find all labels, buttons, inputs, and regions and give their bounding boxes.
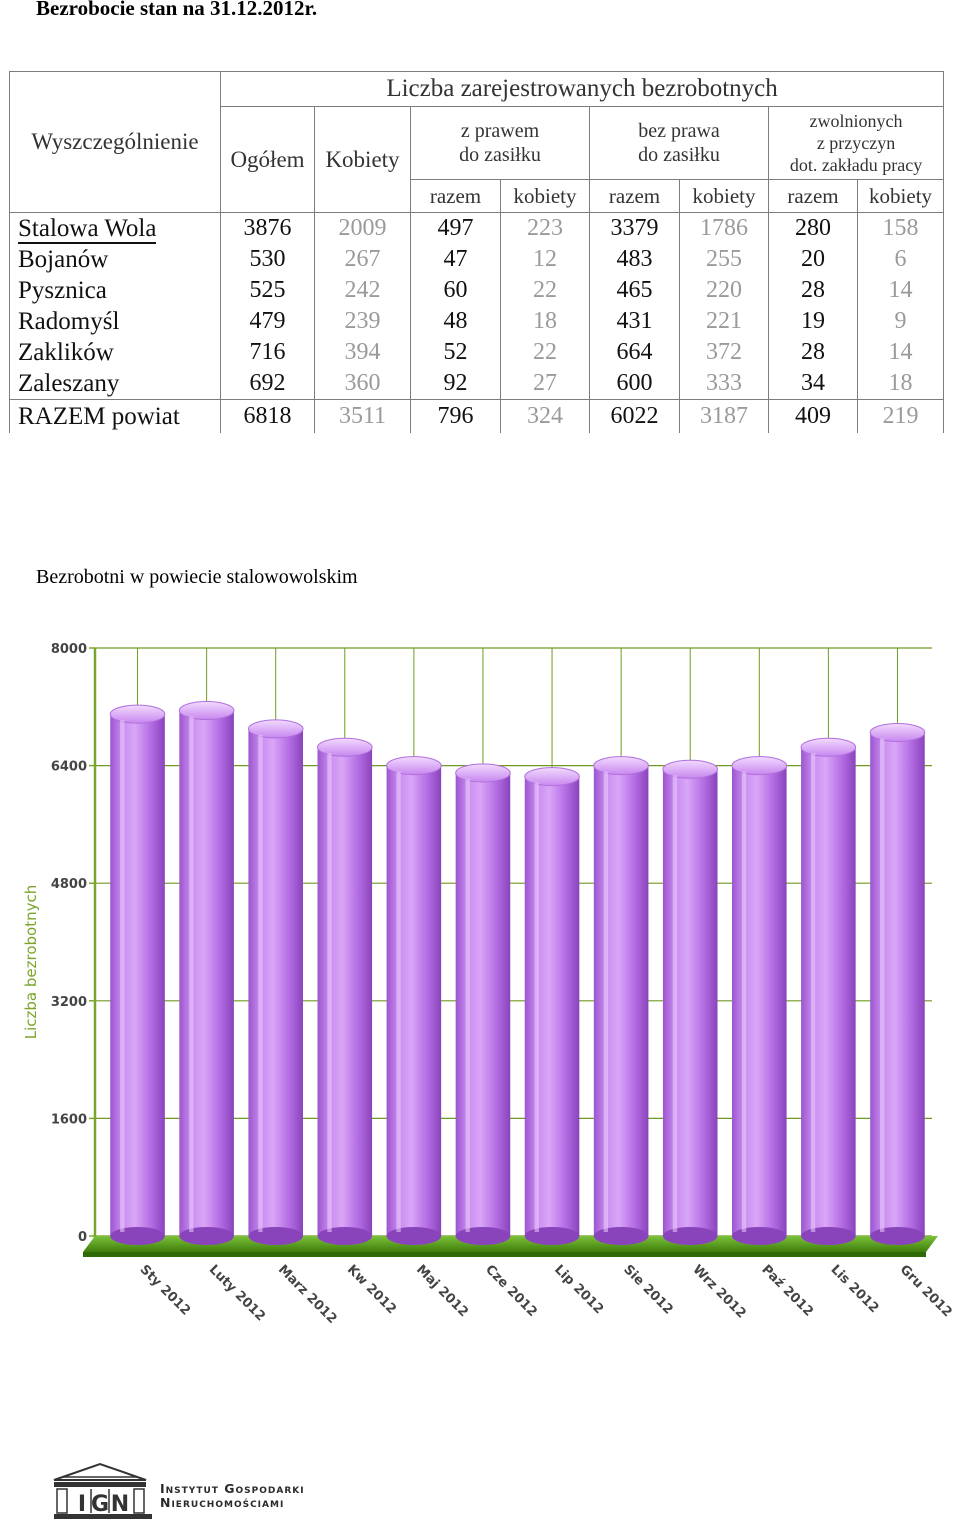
cell: 20 (769, 244, 858, 275)
bar-3 (248, 729, 303, 1236)
bar-cap-6 (456, 764, 511, 782)
y-tick-label: 0 (77, 1230, 87, 1245)
cell: 479 (221, 306, 315, 337)
cell: 34 (769, 368, 858, 400)
cell: 18 (858, 368, 944, 400)
header-with-benefit-line1: z prawem (460, 120, 540, 142)
bar-highlight-10 (742, 772, 746, 1232)
cell: 664 (590, 337, 680, 368)
cell: 530 (221, 244, 315, 275)
cell: 22 (501, 275, 590, 306)
table-row-total (10, 400, 944, 434)
row-name: Zaleszany (10, 368, 221, 400)
cell: 6 (858, 244, 944, 275)
header-with-benefit-line2: do zasiłku (459, 144, 541, 166)
cell: 3511 (315, 400, 411, 434)
bar-highlight-9 (673, 775, 677, 1232)
cell: 324 (501, 400, 590, 434)
cell: 255 (680, 244, 769, 275)
bar-highlight-7 (535, 783, 539, 1232)
header-without-benefit-line2: do zasiłku (638, 144, 720, 166)
chart-caption: Bezrobotni w powiecie stalowowolskim (36, 566, 358, 588)
row-name-text: Stalowa Wola (18, 215, 157, 242)
cell: 2009 (315, 213, 411, 245)
cell: 333 (680, 368, 769, 400)
bar-cap-4 (318, 738, 373, 756)
cell: 28 (769, 275, 858, 306)
axes (89, 648, 95, 1240)
sub-without-women: kobiety (680, 180, 769, 213)
bar-base-9 (663, 1227, 718, 1245)
cell: 9 (858, 306, 944, 337)
bar-cap-9 (663, 760, 718, 778)
cell: 158 (858, 213, 944, 245)
bar-base-3 (248, 1227, 303, 1245)
ign-logo (50, 1462, 340, 1520)
bar-11 (801, 747, 856, 1236)
table-row (10, 213, 944, 245)
cell: 692 (221, 368, 315, 400)
cell: 22 (501, 337, 590, 368)
table-row (10, 368, 944, 400)
sub-dismissed-total: razem (769, 180, 858, 213)
sub-with-total: razem (411, 180, 501, 213)
bar-base-10 (732, 1227, 787, 1245)
bar-base-8 (594, 1227, 649, 1245)
cell: 431 (590, 306, 680, 337)
sub-with-women: kobiety (501, 180, 590, 213)
bar-highlight-8 (604, 772, 608, 1232)
row-name: Zaklików (10, 337, 221, 368)
cell: 3379 (590, 213, 680, 245)
cell: 716 (221, 337, 315, 368)
cell: 14 (858, 275, 944, 306)
header-total: Ogółem (221, 107, 315, 213)
unemployment-table (9, 71, 944, 433)
bar-9 (663, 769, 718, 1236)
cell: 600 (590, 368, 680, 400)
x-tick-label: Lip 2012 (551, 1262, 607, 1318)
ign-logo-building-icon (50, 1462, 155, 1520)
sub-dismissed-women: kobiety (858, 180, 944, 213)
bar-2 (179, 710, 234, 1236)
cell: 220 (680, 275, 769, 306)
header-main: Liczba zarejestrowanych bezrobotnych (221, 72, 944, 107)
cell: 239 (315, 306, 411, 337)
bar-highlight-1 (120, 720, 124, 1232)
unemployment-bar-chart (0, 620, 960, 1350)
y-axis-label: Liczba bezrobotnych (22, 884, 40, 1040)
table-row (10, 244, 944, 275)
cell: 6818 (221, 400, 315, 434)
bar-6 (456, 773, 511, 1236)
cell: 60 (411, 275, 501, 306)
bar-7 (525, 777, 580, 1236)
x-tick-label: Maj 2012 (413, 1262, 471, 1321)
header-dismissed-line3: dot. zakładu pracy (789, 155, 923, 175)
cell: 6022 (590, 400, 680, 434)
cell: 92 (411, 368, 501, 400)
x-tick-label: Wrz 2012 (689, 1262, 749, 1322)
logo-letter-n: N (110, 1492, 130, 1517)
bar-cap-12 (870, 724, 925, 742)
cell: 394 (315, 337, 411, 368)
cell: 14 (858, 337, 944, 368)
cell: 267 (315, 244, 411, 275)
bar-base-7 (525, 1227, 580, 1245)
cell: 219 (858, 400, 944, 434)
cell: 12 (501, 244, 590, 275)
cell: 242 (315, 275, 411, 306)
cell: 3876 (221, 213, 315, 245)
header-dismissed (769, 107, 944, 180)
row-name: RAZEM powiat (10, 400, 221, 434)
bar-cap-5 (387, 757, 442, 775)
bar-cap-3 (248, 720, 303, 738)
cell: 1786 (680, 213, 769, 245)
header-dismissed-line2: z przyczyn (816, 133, 896, 153)
header-with-benefit (411, 107, 590, 180)
bar-cap-2 (179, 701, 234, 719)
bar-cap-10 (732, 757, 787, 775)
x-tick-label: Sie 2012 (620, 1262, 676, 1318)
cell: 483 (590, 244, 680, 275)
bar-8 (594, 766, 649, 1236)
bar-10 (732, 766, 787, 1236)
bar-base-12 (870, 1227, 925, 1245)
cell: 525 (221, 275, 315, 306)
y-tick-label: 3200 (50, 994, 87, 1010)
row-name: Bojanów (10, 244, 221, 275)
y-tick-label: 8000 (50, 642, 87, 657)
header-dismissed-line1: zwolnionych (809, 111, 903, 131)
bar-cap-7 (525, 768, 580, 786)
cell: 280 (769, 213, 858, 245)
header-women: Kobiety (315, 107, 411, 213)
table-row (10, 275, 944, 306)
bar-cap-11 (801, 738, 856, 756)
bar-highlight-11 (811, 753, 815, 1232)
bar-highlight-4 (327, 753, 331, 1232)
bar-cap-8 (594, 757, 649, 775)
cell: 465 (590, 275, 680, 306)
cell: 48 (411, 306, 501, 337)
page-title: Bezrobocie stan na 31.12.2012r. (36, 0, 318, 20)
cell: 409 (769, 400, 858, 434)
sub-without-total: razem (590, 180, 680, 213)
x-tick-label: Lis 2012 (827, 1262, 882, 1317)
row-name (10, 213, 221, 245)
cell: 221 (680, 306, 769, 337)
x-tick-label: Luty 2012 (205, 1262, 268, 1325)
logo-line1: Instytut Gospodarki (160, 1481, 305, 1496)
x-tick-label: Sty 2012 (136, 1262, 194, 1319)
cell: 18 (501, 306, 590, 337)
x-tick-label: Gru 2012 (896, 1262, 955, 1321)
y-tick-label: 1600 (50, 1112, 87, 1128)
cell: 47 (411, 244, 501, 275)
logo-letter-i: I (77, 1492, 87, 1517)
bar-4 (318, 747, 373, 1236)
cell: 27 (501, 368, 590, 400)
bar-base-4 (318, 1227, 373, 1245)
bar-cap-1 (110, 705, 165, 723)
bar-base-1 (110, 1227, 165, 1245)
bar-highlight-6 (465, 779, 469, 1232)
logo-line2: Nieruchomościami (160, 1495, 285, 1510)
bars (110, 701, 924, 1245)
row-name: Pysznica (10, 275, 221, 306)
cell: 28 (769, 337, 858, 368)
bar-5 (387, 766, 442, 1236)
bar-base-11 (801, 1227, 856, 1245)
header-without-benefit (590, 107, 769, 180)
x-tick-label: Paź 2012 (758, 1262, 816, 1320)
x-tick-label: Cze 2012 (482, 1262, 540, 1320)
bar-highlight-5 (396, 772, 400, 1232)
table-row (10, 306, 944, 337)
cell: 497 (411, 213, 501, 245)
bar-1 (110, 714, 165, 1236)
bar-highlight-3 (258, 735, 262, 1232)
bar-base-5 (387, 1227, 442, 1245)
cell: 360 (315, 368, 411, 400)
cell: 372 (680, 337, 769, 368)
ign-logo-text (160, 1482, 305, 1510)
row-name: Radomyśl (10, 306, 221, 337)
cell: 52 (411, 337, 501, 368)
cell: 223 (501, 213, 590, 245)
bar-highlight-12 (880, 739, 884, 1232)
bar-base-2 (179, 1227, 234, 1245)
cell: 3187 (680, 400, 769, 434)
bar-highlight-2 (189, 716, 193, 1232)
bar-12 (870, 733, 925, 1236)
y-tick-label: 6400 (50, 759, 87, 775)
floor-edge (83, 1252, 926, 1257)
y-tick-label: 4800 (50, 877, 87, 893)
header-without-benefit-line1: bez prawa (638, 120, 720, 142)
logo-letter-g: G (90, 1492, 110, 1517)
cell: 19 (769, 306, 858, 337)
bar-base-6 (456, 1227, 511, 1245)
table-row (10, 337, 944, 368)
x-tick-label: Marz 2012 (274, 1262, 340, 1327)
header-region: Wyszczególnienie (10, 72, 221, 213)
cell: 796 (411, 400, 501, 434)
x-tick-label: Kw 2012 (343, 1262, 399, 1318)
